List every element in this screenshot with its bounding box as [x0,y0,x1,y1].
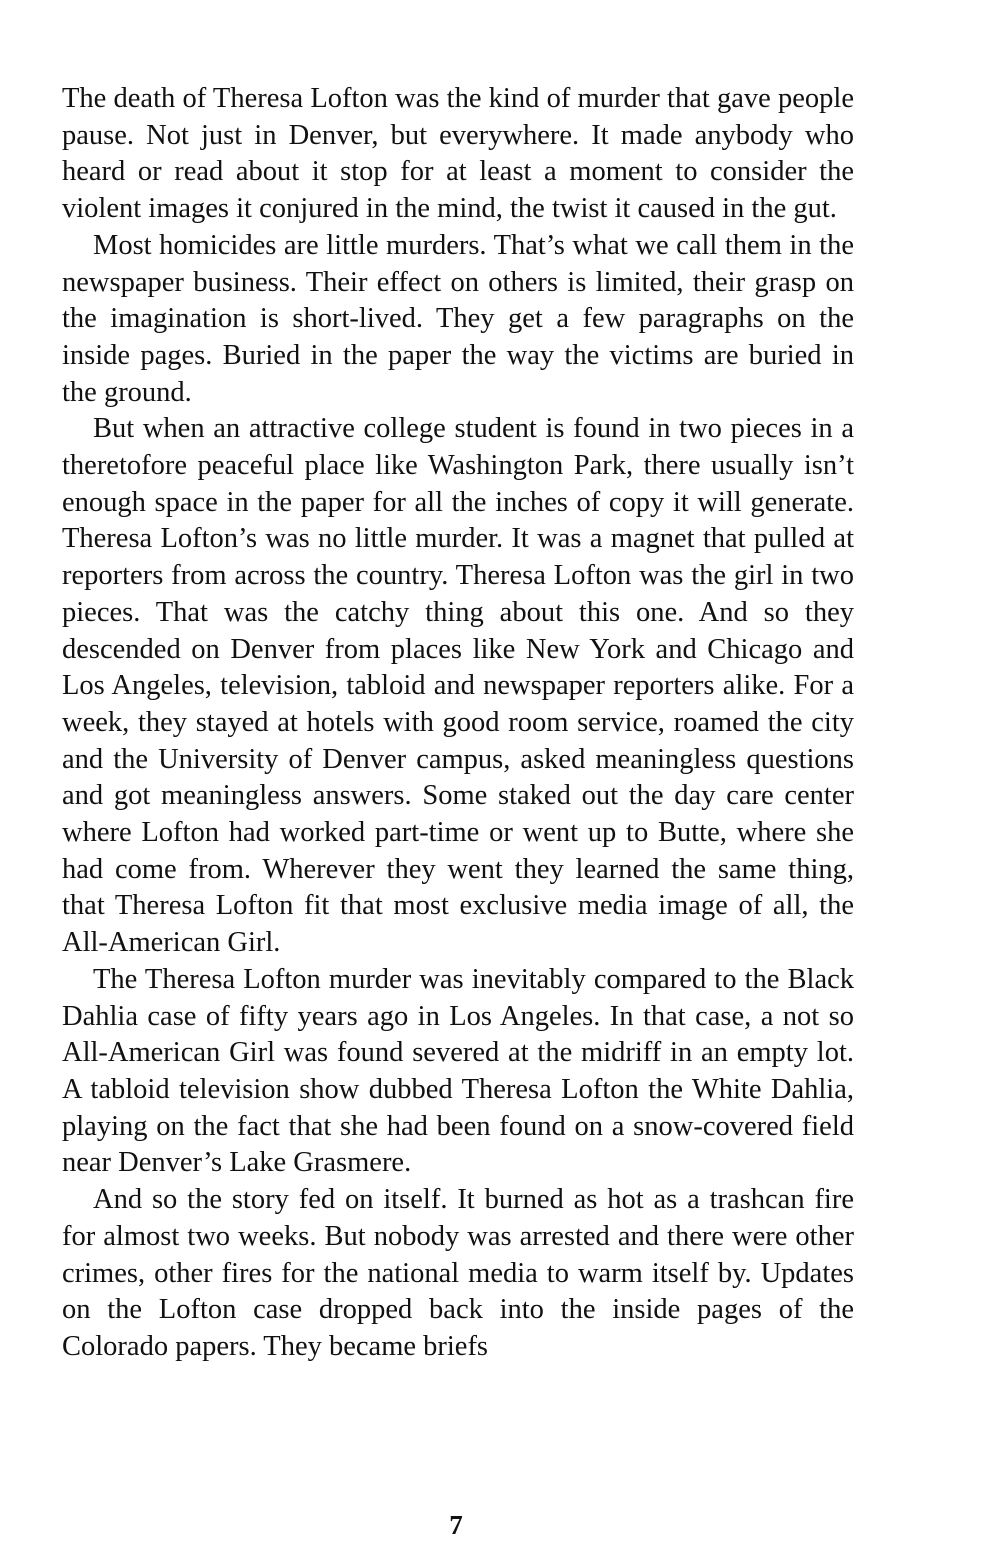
paragraph-1: The death of Theresa Lofton was the kind of murder that gave people pause. Not just in Denver, but everywhere. It made anybody who heard or read about it stop for at least a moment to consider the violent images it conjured in the mind, the twist it caused in the gut. [62,83,854,225]
page-number: 7 [449,1510,463,1540]
paragraph-5: And so the story fed on itself. It burned as hot as a trashcan fire for almost two weeks. But nobody was arrested and there were other crimes, other fires for the national media to warm itself by. Updates on the Lofton case dropped back into the inside pages of the Colorado papers. They became briefs [62,1184,854,1362]
paragraph-2: Most homicides are little murders. That’s what we call them in the newspaper business. Their effect on others is limited, their grasp on the imagination is short-lived. They get a few paragraphs on the inside pages. Buried in the paper the way the victims are buried in the ground. [62,229,854,408]
paragraph-4: The Theresa Lofton murder was inevitably compared to the Black Dahlia case of fifty years ago in Los Angeles. In that case, a not so All-American Girl was found severed at the midriff in an empty lot. A tabloid television show dubbed Theresa Lofton the White Dahlia, playing on the fact that she had been found on a snow-covered field near Denver’s Lake Grasmere. [62,963,854,1179]
paragraph-3: But when an attractive college student is found in two pieces in a theretofore peaceful place like Washington Park, there usually isn’t enough space in the paper for all the inches of copy it will generate. Theresa Lofton’s was no little murder. It was a magnet that pulled at reporters from across the country. Theresa Lofton was the girl in two pieces. That was the catchy thing about this one. And so they descended on Denver from places like New York and Chicago and Los Angeles, television, tabloid and newspaper reporters alike. For a week, they stayed at hotels with good room service, roamed the city and the University of Denver campus, asked meaningless questions and got meaningless answers. Some staked out the day care center where Lofton had worked part-time or went up to Butte, where she had come from. Wherever they went they learned the same thing, that Theresa Lofton fit that most exclusive media image of all, the All-American Girl. [62,413,854,959]
body-text [62,81,854,1366]
